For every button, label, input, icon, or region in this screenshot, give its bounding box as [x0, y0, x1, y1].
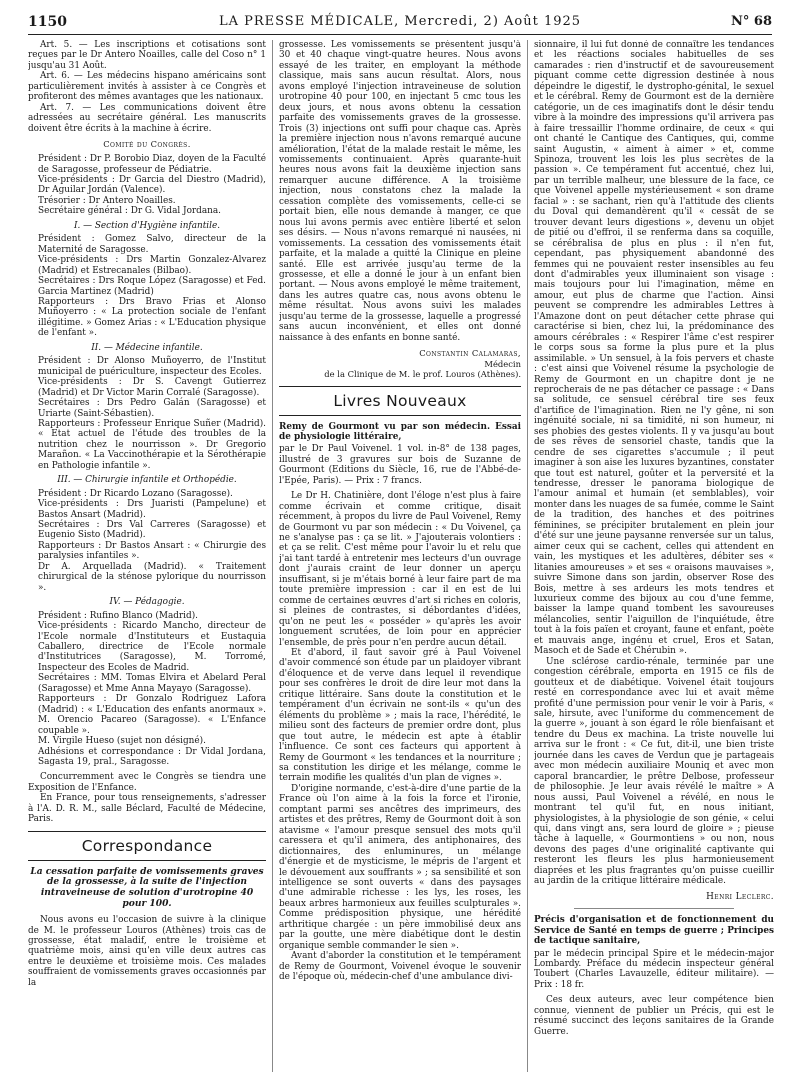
- closing-paragraph: En France, pour tous renseignements, s'adresser à l'A. D. R. M., salle Béclard, Faculté de Médecine, Paris.: [28, 793, 266, 825]
- journal-title: LA PRESSE MÉDICALE, Mercredi, 2) Août 1925: [218, 14, 582, 29]
- section-4-line: Vice-présidents : Ricardo Mancho, directeur de l'Ecole normale d'Instituteurs et Eustaquia Caballero, directrice de l'Ecole normale d'Institutrices (Saragosse), M. Torromé, Inspecteur des Ecoles de Madrid.: [38, 621, 266, 673]
- section-3-line: Rapporteurs : Dr Bastos Ansart : « Chirurgie des paralysies infantiles ».: [38, 540, 266, 562]
- review-paragraph: Et d'abord, il faut savoir gré à Paul Voivenel d'avoir commencé son étude par un plaidoyer vibrant d'éloquence et de verve dans lequel il revendique pour ses confrères le droit de dire leur mot dans la critique littéraire. Sans doute la constitution et le tempérament d'un écrivain ne sont-ils « qu'un des éléments du problème » ; mais la race, l'hérédité, le milieu sont des facteurs de premier ordre dont, plus que tout autre, le médecin est apte à établir l'influence. Ce sont ces facteurs qui apportent à Remy de Gourmont « les tendances et la nourriture ; sa constitution les dirige et les mélange, comme le terrain modifie les qualités d'un plan de vignes ».: [279, 648, 521, 784]
- book-2-text: Ces deux auteurs, avec leur compétence bien connue, viennent de publier un Précis, qui est le résumé succinct des leçons sanitaires de la Grande Guerre.: [534, 995, 774, 1037]
- article-5: Art. 5. — Les inscriptions et cotisations sont reçues par le Dr Antero Noailles, calle del Coso n° 1 jusqu'au 31 Août.: [28, 40, 266, 71]
- correspondance-lead: La cessation parfaite de vomissements graves de la grossesse, à la suite de l'injection intraveineuse de solution d'urotropine 40 pour 100.: [30, 865, 264, 909]
- book-2-title: Précis d'organisation et de fonctionnement du Service de Santé en temps de guerre ; Principes de tactique sanitaire,: [534, 915, 774, 947]
- article-6: Art. 6. — Les médecins hispano américains sont particulièrement invités à assister à ce Congrès et profiteront des mêmes avantages que les nationaux.: [28, 71, 266, 103]
- section-2-line: Vice-présidents : Dr S. Cavengt Gutierrez (Madrid) et Dr Victor Marin Corralé (Saragosse).: [38, 377, 266, 398]
- section-1-line: Vice-présidents : Drs Martin Gonzalez-Alvarez (Madrid) et Estrecanales (Bilbao).: [38, 255, 266, 276]
- page-number: 1150: [28, 14, 67, 30]
- section-2-line: Président : Dr Alonso Muñoyerro, de l'Institut municipal de puériculture, inspecteur des Ecoles.: [38, 356, 266, 377]
- section-4-line: Rapporteurs : Dr Gonzalo Rodriguez Lafora (Madrid) : « L'Education des enfants anormaux ». M. Orencio Pacareo (Saragosse). « L'Enfance coupable ».: [38, 694, 266, 736]
- review-paragraph: sionnaire, il lui fut donné de connaître les tendances et les réactions sociales habituelles de ses camarades : rien d'instructif et de savoureusement piquant comme cette digression destinée à nous dépeindre le digestif, le dystropho-génital, le sexuel et le cérébral. Remy de Gourmont est de la dernière catégorie, un de ces imaginatifs dont le désir tendu vibre à la moindre des impressions qu'il arrivera pas à faire tressaillir l'homme ordinaire, de ceux « qui ont chanté le Cantique des Cantiques, qui, comme saint Augustin, « aiment à aimer » et, comme Spinoza, trouvent les lois les plus secrètes de la passion ». Ce tempérament fut accentué, chez lui, par un terrible malheur, une blessure de la face, ce que Voivenel appelle mystérieusement « son drame facial » : se sachant, rien qu'à l'attitude des clients du Doval qui demandèrent qu'il « cessât de se trouver devant leurs digestions », devenu un objet de pitié ou d'effroi, il se renferma dans sa coquille, se cérébralisa de plus en plus : il n'en fut, cependant, pas physiquement abandonné des femmes qui ne pouvaient rester insensibles au feu dont d'admirables yeux illuminaient son visage : mais toujours pour lui l'imagination, même en amour, eut plus de charme que l'action. Ainsi peuvent se comprendre les admirables Lettres à l'Amazone dont on peut détacher cette phrase qui caractérise si bien, chez lui, la prédominance des amours cérébrales : « Respirer l'âme c'est respirer le corps sous sa forme la plus pure et la plus assimilable. » Un sensuel, à la fois pervers et chaste : c'est ainsi que Voivenel résume la psychologie de Remy de Gourmont en un chapitre dont je ne reprocherais de ne pas détacher ce passage : « Dans sa solitude, ce sensuel cérébral tire ses feux d'artifice de l'imagination. Rien ne l'y gêne, ni son ingénuité sociale, ni sa timidité, ni son humeur, ni ses phobies des gestes violents. Il y va jusqu'au bout de ses rêves de sensoriel chaste, tandis que la cendre de ses cigarettes s'accumule ; il peut imaginer à son aise les luxures byzantines, constater que tout est naturel, goûter et la perversité et la tendresse, dresser le panorama biologique de l'amour animal et humain (et semblables), voir monter dans les nuages de sa fumée, comme le Saint de la tradition, des hanches et des poitrines féminines, se précipiter brutalement en plein jour d'été sur une jeune paysanne renversée sur un talus, aimer ceux qui se cachent, celles qui attendent en vain, les mystiques et les adultères, débiter ses « litanies amoureuses » et ses « oraisons mauvaises », suivre Simone dans son jardin, observer Rose des Bois, mettre à ses ardeurs les mots tendres et luxurieux comme des bijoux au cou d'une femme, baisser la lampe quand tombent les savoureuses mélancolies, sentir l'aiguillon de l'inquiétude, être tout à la fois païen et croyant, faune et enfant, poète et mauvais ange, ingénu et cruel, Eros et Satan, Masoch et de Sade et Chérubin ».: [534, 40, 774, 657]
- committee-line: Trésorier : Dr Antero Noailles.: [38, 195, 176, 206]
- book-title: Remy de Gourmont vu par son médecin. Essai de physiologie littéraire,: [279, 421, 521, 442]
- section-1-line: Rapporteurs : Drs Bravo Frias et Alonso Muñoyerro : « La protection sociale de l'enfant illégitime. » Gomez Arias : « L'Education physique de l'enfant ».: [38, 296, 266, 339]
- section-3-line: Président : Dr Ricardo Lozano (Saragosse).: [38, 488, 233, 499]
- committee-line: Secrétaire général : Dr G. Vidal Jordana.: [38, 206, 221, 217]
- review-paragraph: Avant d'aborder la constitution et le tempérament de Remy de Gourmont, Voivenel évoque le souvenir de l'époque où, médecin-chef d'une ambulance divi-: [279, 951, 521, 983]
- livres-nouveaux-heading: Livres Nouveaux: [279, 386, 521, 416]
- section-4-line: Secrétaires : MM. Tomas Elvira et Abelard Peral (Saragosse) et Mme Anna Mayayo (Saragosse).: [38, 673, 266, 694]
- column-rule-1: [272, 40, 273, 1072]
- page-header: [28, 8, 772, 35]
- correspondance-heading: Correspondance: [28, 831, 266, 861]
- column-3: [534, 40, 774, 1076]
- issue-number: N° 68: [731, 14, 772, 29]
- review-paragraph: Une sclérose cardio-rénale, terminée par une congestion cérébrale, emporta en 1915 ce fils de goutteux et de diabétique. Voivenel était toujours resté en correspondance avec lui et avait même profité d'une permission pour venir le voir à Paris, « sale, hirsute, avec l'uniforme du commencement de la guerre », jouant à son égard le rôle bienfaisant et tendre du Deus ex machina. La triste nouvelle lui arriva sur le front : « Ce fut, dit-il, une bien triste journée dans les caves de Verdun que je partageais avec mon médecin auxiliaire Mouniq et avec mon caporal brancardier, le prêtre Delbose, professeur de philosophie. Je leur avais révélé le maître » A nous aussi, Paul Voivenel a révélé, en nous le montrant tel qu'il fut, en nous initiant, physiologistes, à la physiologie de son génie, « celui qui, dans vingt ans, sera lourd de gloire » ; pieuse tâche à laquelle, « Gourmontiens » ou non, nous devons des pages d'une originalité captivante qui resteront les fleurs les plus harmonieusement diaprées et les plus fragrantes qu'on puisse cueillir au jardin de la critique littéraire médicale.: [534, 656, 774, 887]
- section-2-line: Rapporteurs : Professeur Enrique Suñer (Madrid). « Etat actuel de l'étude des troubles de la nutrition chez le nourrisson ». Dr Gregorio Marañon. « La Vaccinothérapie et la Sérothérapie en Pathologie infantile ».: [38, 418, 266, 471]
- book-2-meta: par le médecin principal Spire et le médecin-major Lombardy. Préface du médecin inspecteur général Toubert (Charles Lavauzelle, éditeur militaire). — Prix : 18 fr.: [534, 948, 774, 990]
- section-3-line: Secrétaires : Drs Val Carreres (Saragosse) et Eugenio Sisto (Madrid).: [38, 520, 266, 541]
- committee-line: Président : Dr P. Borobio Diaz, doyen de la Faculté de Saragosse, professeur de Pédiatrie.: [38, 154, 266, 175]
- section-4-line: Président : Rufino Blanco (Madrid).: [38, 610, 198, 621]
- committee-line: Vice-présidents : Dr Garcia del Diestro (Madrid), Dr Aguilar Jordán (Valence).: [38, 174, 266, 196]
- section-4-line: M. Virgile Hueso (sujet non désigné).: [38, 736, 206, 747]
- column-rule-2: [527, 40, 528, 1072]
- section-3-title: III. — Chirurgie infantile et Orthopédie.: [57, 475, 237, 486]
- column-2: [279, 40, 521, 1076]
- article-7: Art. 7. — Les communications doivent être adressées au secrétaire général. Les manuscrits doivent être écrits à la machine à écrire.: [28, 102, 266, 134]
- section-1-line: Président : Gomez Salvo, directeur de la Maternité de Saragosse.: [38, 234, 266, 255]
- correspondance-continued: grossesse. Les vomissements se présentent jusqu'à 30 et 40 chaque vingt-quatre heures. Nous avons essayé de les traiter, en employant la méthode classique, mais sans aucun résultat. Alors, nous avons employé l'injection intraveineuse de solution urotropine 40 pour 100, en injectant 5 cmc tous les deux jours, et nous avons obtenu la cessation parfaite des vomissements graves de la grossesse. Trois (3) injections ont suffi pour chaque cas. Après la première injection nous n'avons remarqué aucune amélioration, l'état de la malade restait le même, les vomissements continuaient. Après quarante-huit heures nous avons fait la deuxième injection sans remarquer aucune différence. A la troisième injection, nous constatons chez la malade la cessation complète des vomissements, celle-ci se portait bien, elle nous demande à manger, ce que nous lui avons permis avec entière liberté et selon ses désirs. — Nous n'avons remarqué ni nausées, ni vomissements. La cessation des vomissements était parfaite, et la malade a quitté la Clinique en pleine santé. Elle est arrivée jusqu'au terme de la grossesse, et elle a donné le jour à un enfant bien portant. — Nous avons employé le même traitement, dans les autres quatre cas, nous avons obtenu le même résultat. Nous avons suivi les malades jusqu'au terme de la grossesse, laquelle a progressé sans aucun inconvénient, et elles ont donné naissance à des enfants en bonne santé.: [279, 40, 521, 343]
- divider: [574, 908, 734, 909]
- section-2-title: II. — Médecine infantile.: [91, 342, 203, 353]
- correspondance-text: Nous avons eu l'occasion de suivre à la clinique de M. le professeur Louros (Athènes) trois cas de grossesse, état maladif, entre le troisième et quatrième mois, ainsi qu'en ville deux autres cas entre le deuxième et troisième mois. Ces malades souffraient de vomissements graves occasionnés par la: [28, 915, 266, 988]
- section-3-line: Dr A. Arquellada (Madrid). « Traitement chirurgical de la sténose pylorique du nourrisson ».: [38, 561, 266, 593]
- signature-place: de la Clinique de M. le prof. Louros (Athènes).: [324, 369, 521, 380]
- section-2-line: Secrétaires : Drs Pedro Galán (Saragosse) et Uriarte (Saint-Sébastien).: [38, 398, 266, 419]
- review-paragraph: Le Dr H. Chatinière, dont l'éloge n'est plus à faire comme écrivain et comme critique, disait récemment, à propos du livre de Paul Voivenel, Remy de Gourmont vu par son médecin : « Du Voivenel, ça ne s'analyse pas : ça se lit. » J'ajouterais volontiers : et ça se relit. C'est même pour l'avoir lu et relu que j'ai tant tardé à entretenir mes lecteurs d'un ouvrage dont j'aurais craint de leur donner un aperçu insuffisant, si je m'étais borné à leur faire part de ma toute première impression : car il en est de lui comme de certaines œuvres d'art si riches en coloris, si pleines de contrastes, si débordantes d'idées, qu'on ne peut les « posséder » qu'après les avoir longuement scrutées, de loin pour en apprécier l'ensemble, de près pour n'en perdre aucun détail.: [279, 491, 521, 648]
- closing-paragraph: Concurremment avec le Congrès se tiendra une Exposition de l'Enfance.: [28, 772, 266, 793]
- committee-title: Comité du Congrès.: [103, 139, 191, 150]
- signature-name: Constantin Calamaras,: [419, 348, 521, 359]
- section-4-title: IV. — Pédagogie.: [109, 597, 185, 608]
- section-4-line: Adhésions et correspondance : Dr Vidal Jordana, Sagasta 19, pral., Saragosse.: [38, 746, 266, 767]
- section-3-line: Vice-présidents : Drs Juaristi (Pampelune) et Bastos Ansart (Madrid).: [38, 499, 266, 520]
- book-meta: par le Dr Paul Voivenel. 1 vol. in-8° de 138 pages, illustré de 3 gravures sur bois de Suzanne de Gourmont (Editions du Siècle, 16, rue de l'Abbé-de-l'Epée, Paris). — Prix : 7 francs.: [279, 444, 521, 486]
- column-1: [28, 40, 266, 1076]
- review-signature: Henri Leclerc.: [706, 891, 774, 902]
- section-1-title: I. — Section d'Hygiène infantile.: [73, 220, 221, 231]
- review-paragraph: D'origine normande, c'est-à-dire d'une partie de la France où l'on aime à la fois la force et l'ironie, comptant parmi ses ancêtres des imprimeurs, des artistes et des prêtres, Remy de Gourmont doit à son atavisme « l'amour presque sensuel des mots qu'il caressera et qu'il animera, des antiphonaires, des dictionnaires, des enluminures, un mélange d'énergie et de mysticisme, le mépris de l'argent et le dévouement aux souffrants » ; sa sensibilité et son intelligence se sont ouverts « dans des paysages d'une admirable richesse : les lys, les roses, les beaux arbres harmonieux aux feuilles sculpturales ». Comme prédisposition physique, une hérédité arthritique chargée : un père immobilisé deux ans par la goutte, une mère diabétique dont le destin organique semble commander le sien ».: [279, 783, 521, 951]
- section-1-line: Secrétaires : Drs Roque López (Saragosse) et Fed. Garcia Martinez (Madrid): [38, 276, 266, 297]
- signature-title: Médecin: [484, 358, 521, 369]
